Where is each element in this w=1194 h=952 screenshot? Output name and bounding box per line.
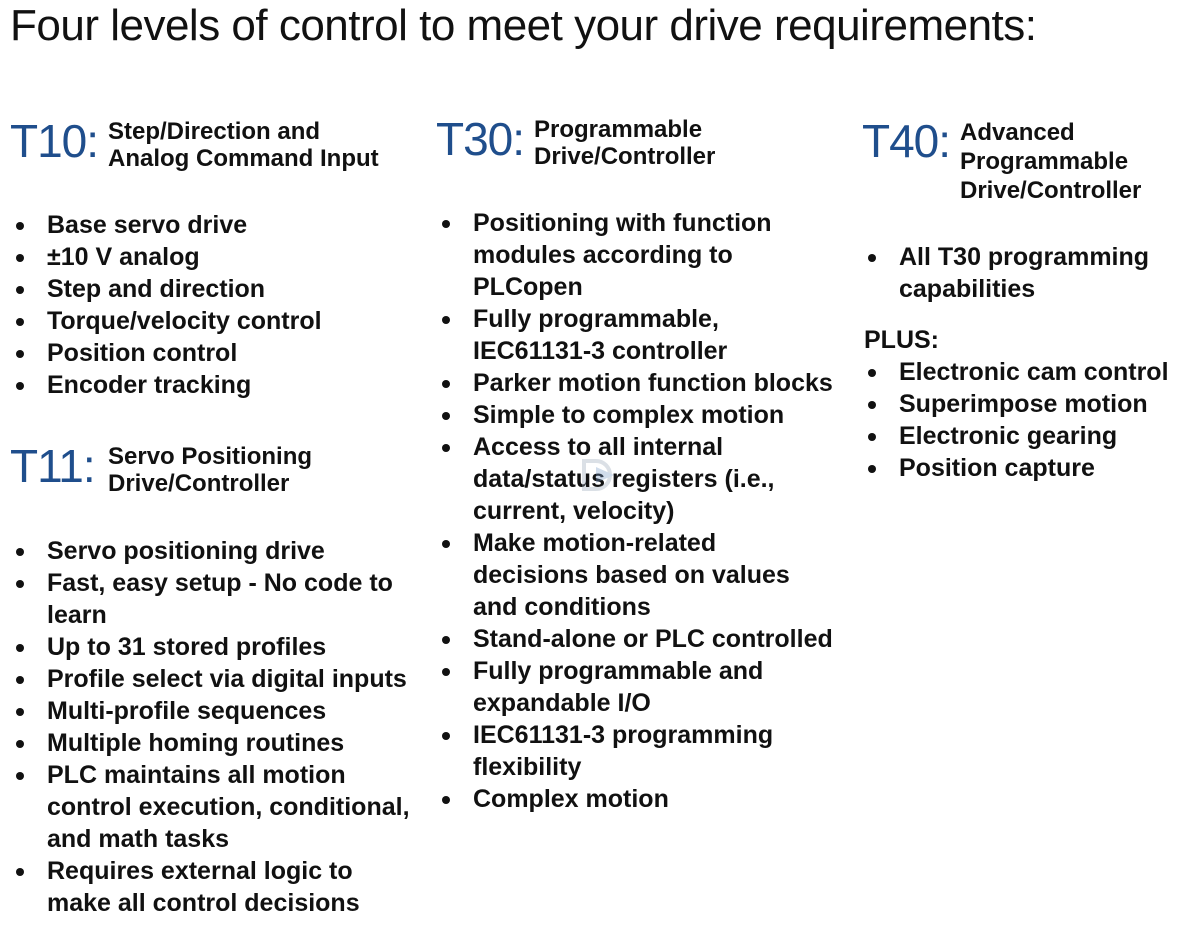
t40-bullet-list bbox=[863, 241, 1188, 305]
t30-bullet: Fully programmable, IEC61131-3 controller bbox=[437, 303, 837, 367]
t11-desc-line-2: Drive/Controller bbox=[108, 470, 290, 497]
t40-desc-line-1: Advanced bbox=[960, 119, 1075, 146]
t11-bullet: Multiple homing routines bbox=[11, 727, 411, 759]
t30-code: T30: bbox=[436, 113, 525, 165]
t10-bullet: Encoder tracking bbox=[11, 369, 411, 401]
t10-bullet: Torque/velocity control bbox=[11, 305, 411, 337]
t11-bullet: PLC maintains all motion control execution, conditional, and math tasks bbox=[11, 759, 411, 855]
t10-bullet: ±10 V analog bbox=[11, 241, 411, 273]
t11-bullet: Profile select via digital inputs bbox=[11, 663, 411, 695]
t10-code: T10: bbox=[10, 115, 99, 167]
t30-desc-line-2: Drive/Controller bbox=[534, 143, 716, 170]
t30-bullet: Make motion-related decisions based on values and conditions bbox=[437, 527, 837, 623]
t40-description bbox=[960, 118, 1141, 205]
t30-bullet: Complex motion bbox=[437, 783, 837, 815]
t10-heading bbox=[10, 115, 379, 172]
t40-plus-label: PLUS: bbox=[864, 326, 939, 354]
t11-desc-line-1: Servo Positioning bbox=[108, 443, 313, 470]
t40-plus-bullet: Electronic gearing bbox=[863, 420, 1194, 452]
page-title: Four levels of control to meet your drive requirements: bbox=[10, 1, 1037, 50]
t30-bullet: IEC61131-3 programming flexibility bbox=[437, 719, 837, 783]
t11-bullet: Servo positioning drive bbox=[11, 535, 411, 567]
t40-plus-bullet: Superimpose motion bbox=[863, 388, 1194, 420]
t11-bullet: Requires external logic to make all control decisions bbox=[11, 855, 411, 919]
t40-plus-bullet: Position capture bbox=[863, 452, 1194, 484]
watermark-logo-icon bbox=[578, 455, 620, 495]
t10-bullet: Base servo drive bbox=[11, 209, 411, 241]
t10-bullet: Step and direction bbox=[11, 273, 411, 305]
t10-bullet: Position control bbox=[11, 337, 411, 369]
t30-bullet-list bbox=[437, 207, 837, 815]
t11-bullet-list bbox=[11, 535, 411, 919]
t30-bullet: Fully programmable and expandable I/O bbox=[437, 655, 837, 719]
t30-bullet: Access to all internal data/status registers (i.e., current, velocity) bbox=[437, 431, 837, 527]
t10-desc-line-1: Step/Direction and bbox=[108, 118, 321, 145]
t11-bullet: Multi-profile sequences bbox=[11, 695, 411, 727]
t10-description bbox=[108, 118, 379, 172]
t40-bullet: All T30 programming capabilities bbox=[863, 241, 1188, 305]
t40-desc-line-3: Drive/Controller bbox=[960, 177, 1142, 204]
t40-desc-line-2: Programmable bbox=[960, 148, 1129, 175]
t30-heading bbox=[436, 113, 716, 170]
t11-description bbox=[108, 443, 312, 497]
t11-heading bbox=[10, 440, 313, 497]
t10-bullet-list bbox=[11, 209, 411, 401]
t40-code: T40: bbox=[862, 115, 951, 167]
t10-desc-line-2: Analog Command Input bbox=[108, 145, 379, 172]
t30-description bbox=[534, 116, 715, 170]
t11-bullet: Fast, easy setup - No code to learn bbox=[11, 567, 411, 631]
t11-bullet: Up to 31 stored profiles bbox=[11, 631, 411, 663]
t30-bullet: Stand-alone or PLC controlled bbox=[437, 623, 837, 655]
t30-bullet: Positioning with function modules according to PLCopen bbox=[437, 207, 837, 303]
t30-bullet: Simple to complex motion bbox=[437, 399, 837, 431]
t11-code: T11: bbox=[10, 440, 95, 492]
t40-heading bbox=[862, 115, 1142, 205]
t30-desc-line-1: Programmable bbox=[534, 116, 703, 143]
t30-bullet: Parker motion function blocks bbox=[437, 367, 837, 399]
t40-plus-list bbox=[863, 356, 1194, 484]
t40-plus-bullet: Electronic cam control bbox=[863, 356, 1194, 388]
